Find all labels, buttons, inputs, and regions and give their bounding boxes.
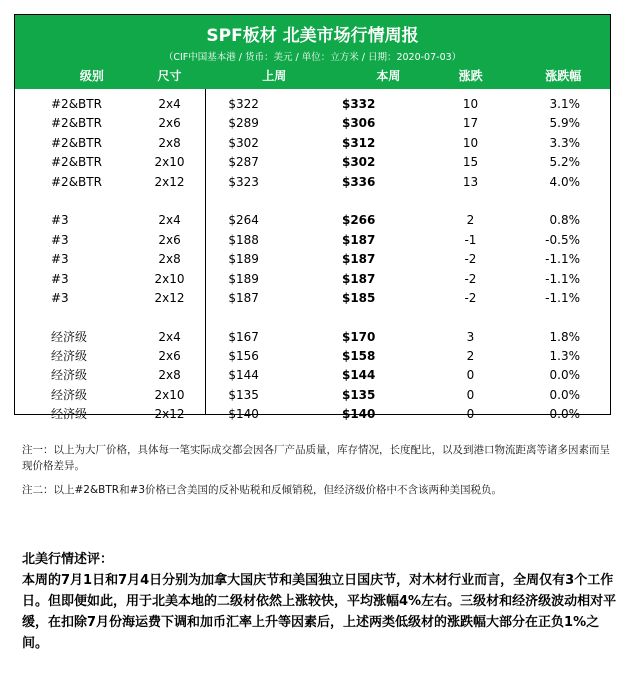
- table-row: [15, 366, 610, 385]
- report-subtitle: （CIF中国基本港 / 货币：美元 / 单位：立方米 / 日期：2020-07-03）: [163, 52, 462, 63]
- cell-size: 2x8: [158, 135, 181, 150]
- cell-change: 3: [466, 329, 475, 344]
- col-header-grade: 级别: [79, 69, 104, 83]
- cell-change-pct: 0.0%: [549, 368, 580, 383]
- group-spacer: [15, 192, 610, 211]
- cell-this-week: $158: [341, 349, 376, 364]
- report-title: SPF板材 北美市场行情周报: [206, 26, 419, 46]
- cell-this-week: $140: [341, 407, 376, 422]
- cell-this-week: $185: [341, 290, 376, 305]
- cell-grade: #2&BTR: [51, 155, 102, 170]
- cell-grade: 经济级: [51, 387, 88, 402]
- table-row: [15, 114, 610, 133]
- footnote-2: 注二：以上#2&BTR和#3价格已含美国的反补贴税和反倾销税，但经济级价格中不含该两种美国税负。: [22, 484, 503, 496]
- table-row: [15, 270, 610, 289]
- table-row: [15, 328, 610, 347]
- cell-size: 2x8: [158, 252, 181, 267]
- cell-last-week: $287: [228, 155, 259, 170]
- cell-change-pct: 4.0%: [549, 174, 580, 189]
- table-header: [15, 15, 610, 89]
- table-row: [15, 95, 610, 114]
- table-row: [15, 231, 610, 250]
- cell-change-pct: 0.0%: [549, 407, 580, 422]
- cell-change: 15: [462, 155, 479, 170]
- cell-grade: 经济级: [51, 407, 88, 422]
- cell-grade: #3: [51, 271, 69, 286]
- cell-last-week: $188: [228, 232, 259, 247]
- col-header-change-pct: 涨跌幅: [545, 69, 582, 83]
- cell-this-week: $187: [341, 232, 376, 247]
- cell-this-week: $266: [341, 213, 376, 228]
- cell-change-pct: -0.5%: [545, 232, 580, 247]
- cell-this-week: $135: [341, 387, 376, 402]
- price-table: [14, 14, 611, 422]
- cell-this-week: $144: [341, 368, 376, 383]
- col-header-last-week: 上周: [262, 69, 287, 83]
- cell-last-week: $156: [228, 349, 259, 364]
- cell-change-pct: -1.1%: [545, 252, 580, 267]
- table-body: [15, 89, 610, 422]
- cell-size: 2x4: [158, 213, 181, 228]
- cell-this-week: $187: [341, 252, 376, 267]
- table-row: [15, 173, 610, 192]
- cell-grade: #3: [51, 290, 69, 305]
- cell-size: 2x12: [154, 407, 185, 422]
- cell-this-week: $332: [341, 97, 376, 111]
- cell-change: 0: [466, 368, 475, 383]
- cell-size: 2x6: [158, 116, 181, 131]
- cell-change: -2: [464, 271, 477, 286]
- cell-change: 0: [466, 407, 475, 422]
- cell-change-pct: 0.8%: [549, 213, 580, 228]
- cell-change-pct: -1.1%: [545, 290, 580, 305]
- cell-size: 2x10: [154, 271, 185, 286]
- cell-last-week: $189: [228, 271, 259, 286]
- cell-change: -2: [464, 290, 477, 305]
- table-row: [15, 347, 610, 366]
- cell-this-week: $170: [341, 329, 376, 344]
- commentary-title: 北美行情述评：: [22, 552, 114, 567]
- cell-last-week: $302: [228, 135, 259, 150]
- cell-grade: 经济级: [51, 349, 88, 364]
- table-row: [15, 134, 610, 153]
- cell-size: 2x12: [154, 290, 185, 305]
- table-row: [15, 153, 610, 172]
- col-header-change: 涨跌: [458, 69, 483, 83]
- cell-change: -1: [464, 232, 477, 247]
- cell-size: 2x10: [154, 155, 185, 170]
- cell-size: 2x4: [158, 329, 181, 344]
- cell-size: 2x4: [158, 97, 181, 111]
- cell-grade: 经济级: [51, 368, 88, 383]
- commentary-body: 本周的7月1日和7月4日分别为加拿大国庆节和美国独立日国庆节，对木材行业而言，全周仅有3个工作日。但即便如此，用于北美本地的二级材依然上涨较快，平均涨幅4%左右。三级材和经济级波动相对平缓，在扣除7月份海运费下调和加币汇率上升等因素后，上述两类低级材的涨跌幅大部分在正负1%之间。: [22, 573, 617, 651]
- cell-last-week: $189: [228, 252, 259, 267]
- cell-size: 2x6: [158, 232, 181, 247]
- col-header-this-week: 本周: [376, 69, 401, 83]
- cell-change: 13: [462, 174, 479, 189]
- cell-grade: 经济级: [51, 329, 88, 344]
- cell-this-week: $306: [341, 116, 376, 131]
- cell-grade: #2&BTR: [51, 116, 102, 131]
- cell-this-week: $187: [341, 271, 376, 286]
- footnote-1: 注一：以上为大厂价格，具体每一笔实际成交都会因各厂产品质量，库存情况，长度配比，以及到港口物流距离等诸多因素而呈现价格差异。: [22, 444, 610, 472]
- cell-last-week: $135: [228, 387, 259, 402]
- cell-size: 2x10: [154, 387, 185, 402]
- cell-change-pct: 3.3%: [549, 135, 580, 150]
- cell-grade: #2&BTR: [51, 174, 102, 189]
- cell-size: 2x8: [158, 368, 181, 383]
- cell-change-pct: 5.9%: [549, 116, 580, 131]
- cell-last-week: $167: [228, 329, 259, 344]
- cell-change-pct: 1.8%: [549, 329, 580, 344]
- table-row: [15, 250, 610, 269]
- cell-grade: #3: [51, 213, 69, 228]
- cell-change: 2: [466, 349, 475, 364]
- cell-change-pct: 1.3%: [549, 349, 580, 364]
- table-row: [15, 405, 610, 424]
- cell-grade: #2&BTR: [51, 97, 102, 111]
- cell-grade: #3: [51, 252, 69, 267]
- cell-change-pct: 0.0%: [549, 387, 580, 402]
- cell-change: 0: [466, 387, 475, 402]
- cell-grade: #3: [51, 232, 69, 247]
- cell-this-week: $312: [341, 135, 376, 150]
- cell-last-week: $187: [228, 290, 259, 305]
- table-row: [15, 386, 610, 405]
- cell-this-week: $302: [341, 155, 376, 170]
- cell-size: 2x6: [158, 349, 181, 364]
- cell-last-week: $144: [228, 368, 259, 383]
- cell-last-week: $289: [228, 116, 259, 131]
- col-header-size: 尺寸: [157, 69, 182, 83]
- market-commentary: [22, 549, 618, 654]
- cell-change-pct: 3.1%: [549, 97, 580, 111]
- cell-change: -2: [464, 252, 477, 267]
- cell-change: 17: [462, 116, 479, 131]
- cell-last-week: $322: [228, 97, 259, 111]
- cell-change: 10: [462, 97, 479, 111]
- cell-last-week: $323: [228, 174, 259, 189]
- group-spacer: [15, 308, 610, 327]
- cell-change-pct: 5.2%: [549, 155, 580, 170]
- cell-last-week: $140: [228, 407, 259, 422]
- cell-change-pct: -1.1%: [545, 271, 580, 286]
- column-divider: [205, 89, 206, 414]
- cell-this-week: $336: [341, 174, 376, 189]
- column-headers: [15, 66, 610, 86]
- cell-change: 2: [466, 213, 475, 228]
- cell-last-week: $264: [228, 213, 259, 228]
- table-row: [15, 289, 610, 308]
- table-row: [15, 211, 610, 230]
- cell-size: 2x12: [154, 174, 185, 189]
- cell-grade: #2&BTR: [51, 135, 102, 150]
- cell-change: 10: [462, 135, 479, 150]
